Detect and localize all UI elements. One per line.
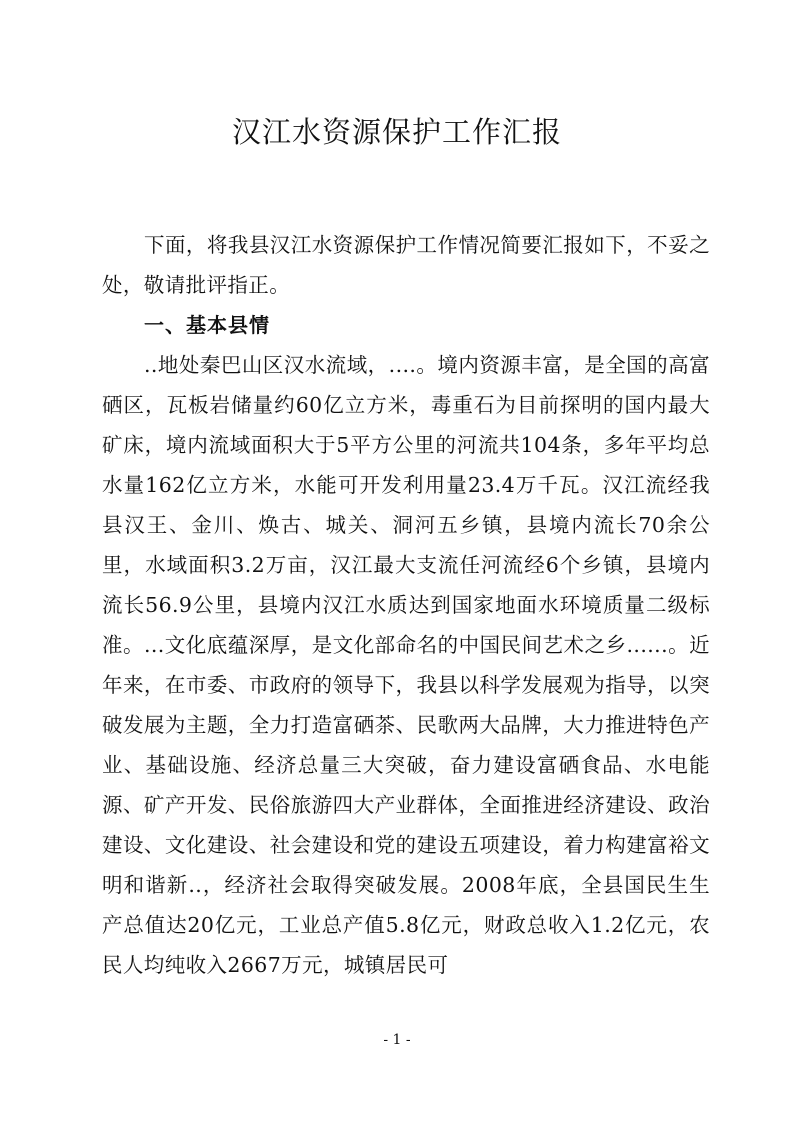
page-number: - 1 - bbox=[383, 1032, 411, 1048]
document-title: 汉江水资源保护工作汇报 bbox=[231, 115, 562, 149]
section-heading: 一、基本县情 bbox=[144, 313, 270, 337]
section-block bbox=[102, 305, 710, 985]
section-paragraph: ..地处秦巴山区汉水流域，....。境内资源丰富，是全国的高富硒区，瓦板岩储量约60亿立方米，毒重石为目前探明的国内最大矿床，境内流域面积大于5平方公里的河流共104条，多年平均总水量162亿立方米，水能可开发利用量23.4万千瓦。汉江流经我县汉王、金川、焕古、城关、洞河五乡镇，县境内流长70余公里，水域面积3.2万亩，汉江最大支流任河流经6个乡镇，县境内流长56.9公里，县境内汉江水质达到国家地面水环境质量二级标准。...文化底蕴深厚，是文化部命名的中国民间艺术之乡......。近年来，在市委、市政府的领导下，我县以科学发展观为指导，以突破发展为主题，全力打造富硒茶、民歌两大品牌，大力推进特色产业、基础设施、经济总量三大突破，奋力建设富硒食品、水电能源、矿产开发、民俗旅游四大产业群体，全面推进经济建设、政治建设、文化建设、社会建设和党的建设五项建设，着力构建富裕文明和谐新..，经济社会取得突破发展。2008年底，全县国民生生产总值达20亿元，工业总产值5.8亿元，财政总收入1.2亿元，农民人均纯收入2667万元，城镇居民可 bbox=[102, 353, 710, 977]
intro-paragraph: 下面，将我县汉江水资源保护工作情况简要汇报如下，不妥之处，敬请批评指正。 bbox=[102, 233, 710, 297]
intro-block bbox=[102, 225, 710, 305]
